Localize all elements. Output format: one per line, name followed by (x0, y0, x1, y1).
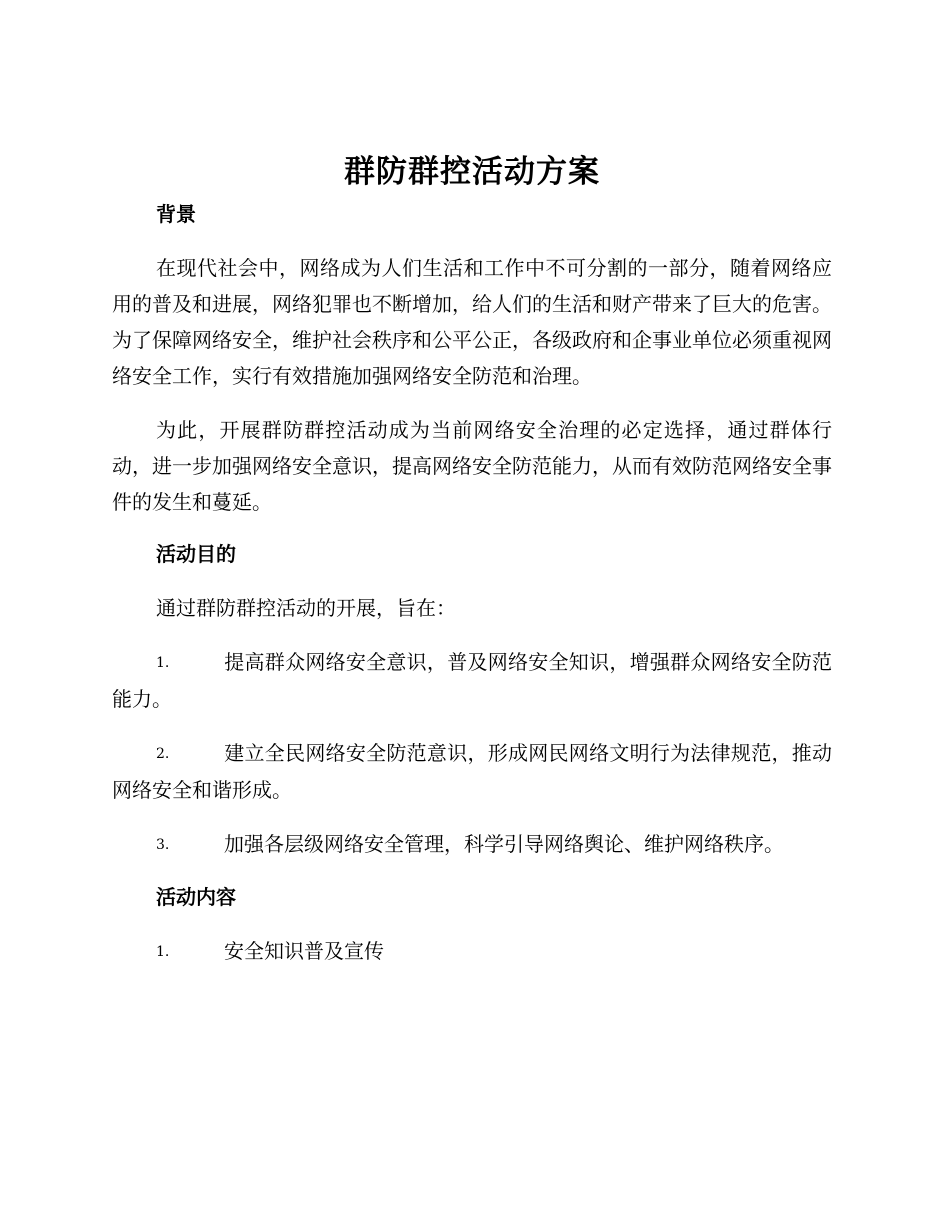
section-heading-content: 活动内容 (156, 885, 236, 909)
document-title: 群防群控活动方案 (344, 154, 600, 190)
list-item (112, 933, 832, 970)
list-item-text: 加强各层级网络安全管理，科学引导网络舆论、维护网络秩序。 (224, 832, 784, 856)
paragraph: 通过群防群控活动的开展，旨在： (156, 596, 456, 620)
list-item-text: 建立全民网络安全防范意识，形成网民网络文明行为法律规范，推动网络安全和谐形成。 (112, 741, 832, 802)
list-item-number: 1. (156, 655, 170, 671)
paragraph: 在现代社会中，网络成为人们生活和工作中不可分割的一部分，随着网络应用的普及和进展，网络犯罪也不断增加，给人们的生活和财产带来了巨大的危害。为了保障网络安全，维护社会秩序和公平公正，各级政府和企事业单位必须重视网络安全工作，实行有效措施加强网络安全防范和治理。 (112, 256, 832, 388)
section-heading-purpose: 活动目的 (156, 542, 236, 566)
section-heading-background: 背景 (156, 202, 196, 226)
list-item-number: 3. (156, 837, 170, 853)
list-item (112, 735, 832, 808)
paragraph: 为此，开展群防群控活动成为当前网络安全治理的必定选择，通过群体行动，进一步加强网络安全意识，提高网络安全防范能力，从而有效防范网络安全事件的发生和蔓延。 (112, 418, 832, 514)
list-item-number: 1. (156, 944, 170, 960)
list-item (112, 826, 832, 863)
list-item-text: 提高群众网络安全意识，普及网络安全知识，增强群众网络安全防范能力。 (112, 650, 832, 711)
document-body (112, 150, 832, 970)
list-item-text: 安全知识普及宣传 (224, 939, 384, 963)
list-item (112, 644, 832, 717)
list-item-number: 2. (156, 746, 170, 762)
